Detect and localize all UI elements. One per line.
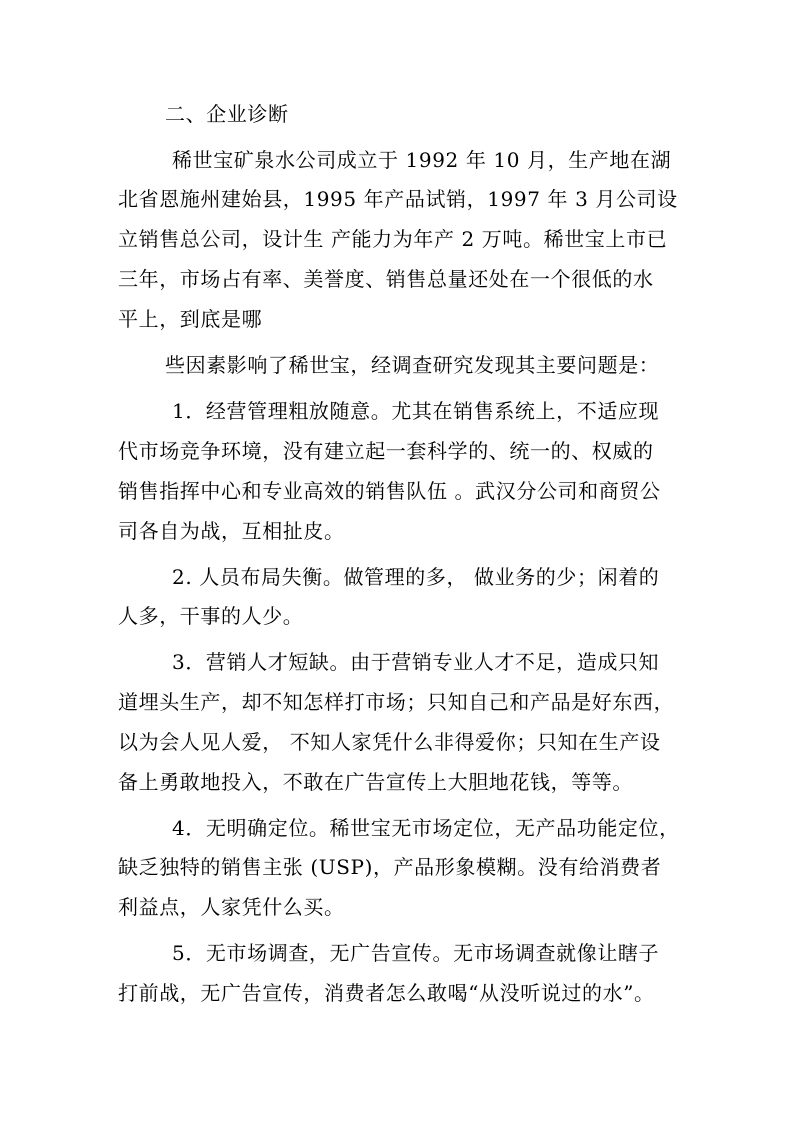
paragraph-line: 平上，到底是哪: [118, 307, 263, 331]
list-item-line: 利益点，人家凭什么买。: [118, 895, 345, 919]
list-item-line: 备上勇敢地投入，不敢在广告宣传上大胆地花钱，等等。: [118, 770, 633, 794]
section-heading: 二、企业诊断: [165, 102, 289, 126]
list-item-line: 3．营销人才短缺。由于营销专业人才不足，造成只知: [172, 650, 660, 674]
list-item-line: 道埋头生产，却不知怎样打市场；只知自己和产品是好东西，: [118, 690, 675, 714]
list-item-line: 5．无市场调查，无广告宣传。无市场调查就像让瞎子: [172, 941, 660, 965]
paragraph-line: 稀世宝矿泉水公司成立于 1992 年 10 月，生产地在湖: [172, 148, 672, 172]
list-item-line: 2. 人员布局失衡。做管理的多， 做业务的少；闲着的: [172, 565, 660, 589]
list-item-line: 打前战，无广告宣传，消费者怎么敢喝“从没听说过的水”。: [118, 981, 655, 1005]
list-item-line: 司各自为战，互相扯皮。: [118, 519, 345, 543]
paragraph-line: 些因素影响了稀世宝，经调查研究发现其主要问题是：: [165, 353, 660, 377]
list-item-line: 代市场竞争环境，没有建立起一套科学的、统一的、权威的: [118, 439, 654, 463]
list-item-line: 销售指挥中心和专业高效的销售队伍 。武汉分公司和商贸公: [118, 479, 661, 503]
list-item-line: 以为会人见人爱， 不知人家凭什么非得爱你；只知在生产设: [118, 730, 661, 754]
paragraph-line: 北省恩施州建始县，1995 年产品试销，1997 年 3 月公司设: [118, 187, 678, 211]
list-item-line: 1．经营管理粗放随意。尤其在销售系统上，不适应现: [172, 399, 660, 423]
list-item-line: 人多，干事的人少。: [118, 604, 304, 628]
list-item-line: 缺乏独特的销售主张 (USP)，产品形象模糊。没有给消费者: [118, 855, 662, 879]
list-item-line: 4．无明确定位。稀世宝无市场定位，无产品功能定位，: [172, 816, 680, 840]
paragraph-line: 立销售总公司，设计生 产能力为年产 2 万吨。稀世宝上市已: [118, 227, 668, 251]
paragraph-line: 三年，市场占有率、美誉度、销售总量还处在一个很低的水: [118, 267, 654, 291]
